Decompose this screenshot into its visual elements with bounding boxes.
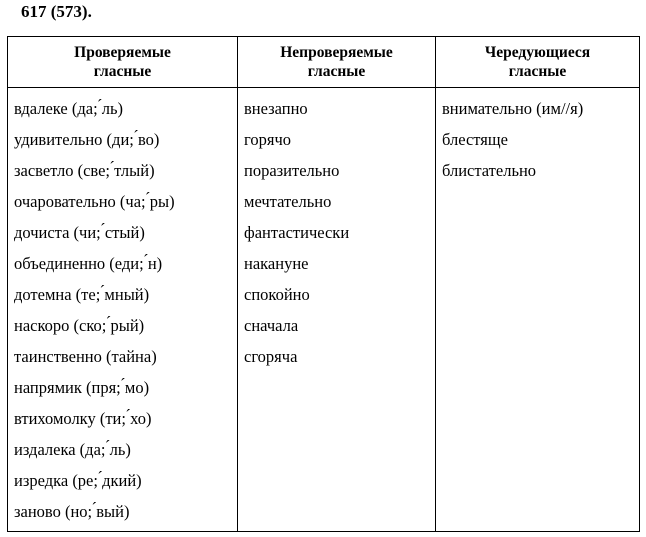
list-item: издалека (да; ́ль) bbox=[14, 440, 131, 459]
list-item: дотемна (те; ́мный) bbox=[14, 285, 150, 304]
list-item: блистательно bbox=[442, 161, 537, 180]
header-row bbox=[8, 37, 640, 88]
list-item: блестяще bbox=[442, 130, 508, 149]
list-item: внимательно (им//я) bbox=[442, 99, 584, 118]
header-alternating-vowels: Чередующиеся гласные bbox=[436, 37, 640, 88]
list-item: втихомолку (ти; ́хо) bbox=[14, 409, 152, 428]
list-item: горячо bbox=[244, 130, 291, 149]
list-item: наскоро (ско; ́рый) bbox=[14, 316, 145, 335]
exercise-number: 617 (573). bbox=[21, 2, 92, 21]
list-item: напрямик (пря; ́мо) bbox=[14, 378, 150, 397]
header-checkable-vowels: Проверяемые гласные bbox=[8, 37, 238, 88]
list-item: поразительно bbox=[244, 161, 340, 180]
header-uncheckable-vowels: Непроверяемые гласные bbox=[238, 37, 436, 88]
list-item: таинственно (тайна) bbox=[14, 347, 157, 366]
list-item: внезапно bbox=[244, 99, 308, 118]
list-item: фантастически bbox=[244, 223, 350, 242]
list-item: изредка (ре; ́дкий) bbox=[14, 471, 142, 490]
list-item: заново (но; ́вый) bbox=[14, 502, 130, 521]
list-item: дочиста (чи; ́стый) bbox=[14, 223, 145, 242]
list-item: очаровательно (ча; ́ры) bbox=[14, 192, 175, 211]
vowels-table bbox=[7, 36, 640, 532]
list-item: вдалеке (да; ́ль) bbox=[14, 99, 124, 118]
body-row bbox=[8, 88, 640, 532]
list-item: мечтательно bbox=[244, 192, 332, 211]
list-item: удивительно (ди; ́во) bbox=[14, 130, 160, 149]
list-item: спокойно bbox=[244, 285, 310, 304]
list-item: накануне bbox=[244, 254, 309, 273]
alternating-vowels-cell bbox=[436, 88, 640, 532]
list-item: объединенно (еди; ́н) bbox=[14, 254, 163, 273]
checkable-vowels-cell bbox=[8, 88, 238, 532]
uncheckable-vowels-cell bbox=[238, 88, 436, 532]
list-item: сначала bbox=[244, 316, 299, 335]
list-item: засветло (све; ́тлый) bbox=[14, 161, 155, 180]
list-item: сгоряча bbox=[244, 347, 298, 366]
